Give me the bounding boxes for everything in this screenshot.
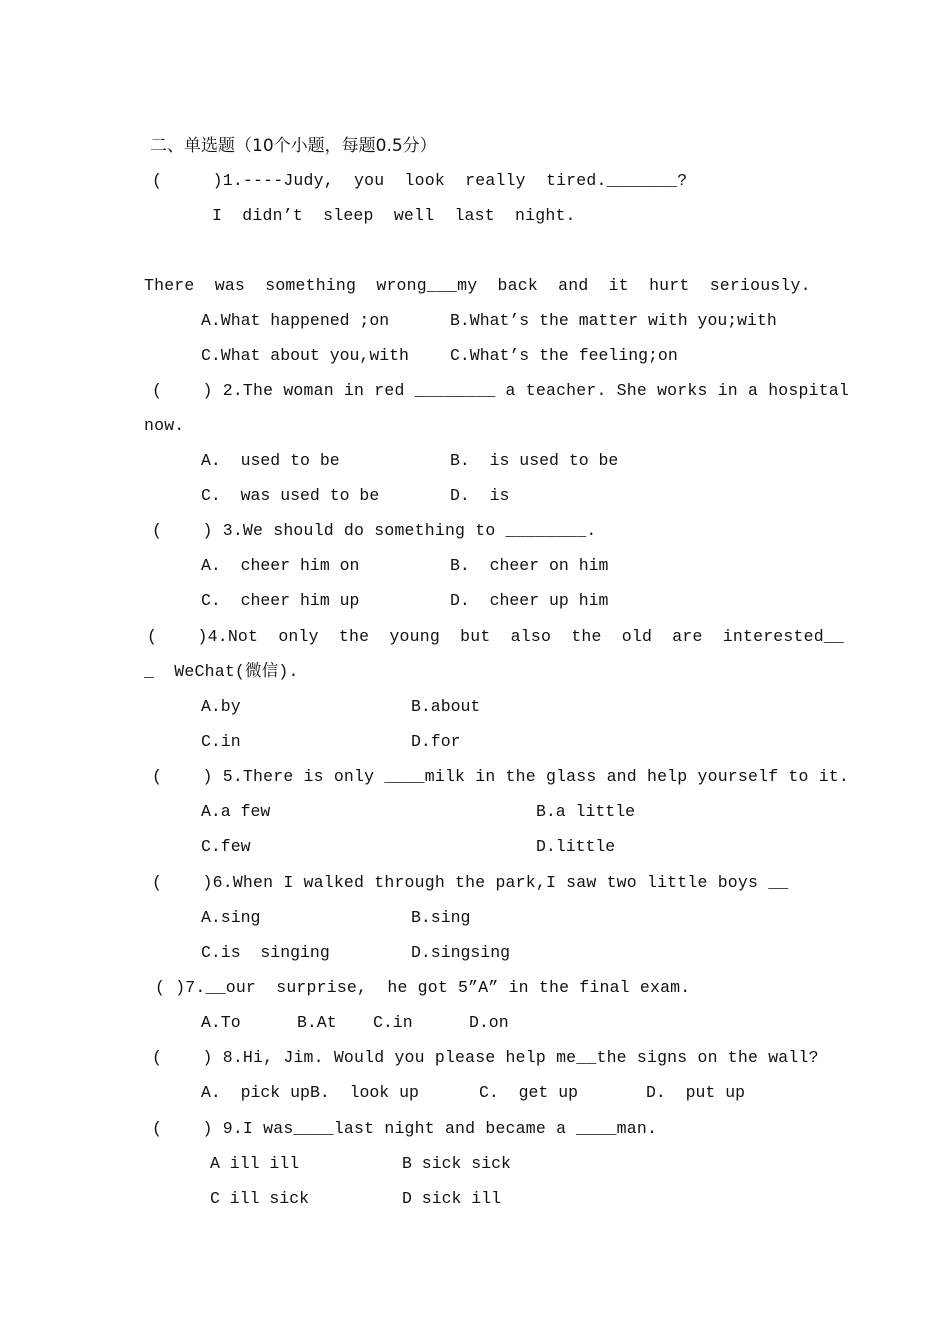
question-7-option-a: A.To bbox=[201, 1013, 241, 1032]
question-5-stem: ( ) 5.There is only ____milk in the glass and help yourself to it. bbox=[152, 767, 850, 786]
question-6-option-d: D.singsing bbox=[411, 943, 511, 962]
question-9-option-b: B sick sick bbox=[402, 1154, 511, 1173]
question-3-option-c: C. cheer him up bbox=[201, 591, 360, 610]
question-8-option-b: B. look up bbox=[310, 1083, 419, 1102]
question-6-option-c: C.is singing bbox=[201, 943, 330, 962]
question-7-option-b: B.At bbox=[297, 1013, 337, 1032]
question-5-option-b: B.a little bbox=[536, 802, 636, 821]
question-7-stem: ( )7.__our surprise, he got 5”A” in the final exam. bbox=[155, 978, 691, 997]
question-3-option-d: D. cheer up him bbox=[450, 591, 609, 610]
question-8-option-a: A. pick up bbox=[201, 1083, 310, 1102]
question-2-option-b: B. is used to be bbox=[450, 451, 619, 470]
question-2-option-c: C. was used to be bbox=[201, 486, 380, 505]
question-1-option-d: C.What’s the feeling;on bbox=[450, 346, 678, 365]
question-3-stem: ( ) 3.We should do something to ________. bbox=[152, 521, 597, 540]
question-1-option-c: C.What about you,with bbox=[201, 346, 409, 365]
question-1-stem-line3: There was something wrong___my back and it hurt seriously. bbox=[144, 276, 811, 295]
question-2-stem: ( ) 2.The woman in red ________ a teacher. She works in a hospital bbox=[152, 381, 850, 400]
question-4-option-b: B.about bbox=[411, 697, 481, 716]
question-2-stem-line2: now. bbox=[144, 416, 185, 435]
question-4-stem-line2: _ WeChat(微信). bbox=[144, 662, 299, 681]
question-8-stem: ( ) 8.Hi, Jim. Would you please help me__the signs on the wall? bbox=[152, 1048, 819, 1067]
question-9-option-a: A ill ill bbox=[210, 1154, 300, 1173]
question-7-option-d: D.on bbox=[469, 1013, 509, 1032]
question-5-option-a: A.a few bbox=[201, 802, 271, 821]
question-1-option-a: A.What happened ;on bbox=[201, 311, 390, 330]
question-7-option-c: C.in bbox=[373, 1013, 413, 1032]
question-9-stem: ( ) 9.I was____last night and became a ____man. bbox=[152, 1119, 658, 1138]
question-2-option-d: D. is bbox=[450, 486, 510, 505]
question-1-stem: ( )1.----Judy, you look really tired._______? bbox=[152, 171, 688, 190]
question-2-option-a: A. used to be bbox=[201, 451, 340, 470]
question-4-option-d: D.for bbox=[411, 732, 461, 751]
question-6-option-a: A.sing bbox=[201, 908, 261, 927]
question-3-option-b: B. cheer on him bbox=[450, 556, 609, 575]
question-8-option-c: C. get up bbox=[479, 1083, 579, 1102]
question-4-option-c: C.in bbox=[201, 732, 241, 751]
section-title: 二、单选题（10个小题，每题0.5分） bbox=[150, 136, 437, 156]
question-6-option-b: B.sing bbox=[411, 908, 471, 927]
question-6-stem: ( )6.When I walked through the park,I saw two little boys __ bbox=[152, 873, 789, 892]
question-5-option-d: D.little bbox=[536, 837, 616, 856]
question-4-stem: ( )4.Not only the young but also the old are interested__ bbox=[147, 627, 845, 646]
question-8-option-d: D. put up bbox=[646, 1083, 746, 1102]
question-9-option-c: C ill sick bbox=[210, 1189, 310, 1208]
question-4-option-a: A.by bbox=[201, 697, 241, 716]
question-3-option-a: A. cheer him on bbox=[201, 556, 360, 575]
question-1-stem-line2: I didn’t sleep well last night. bbox=[212, 206, 576, 225]
question-9-option-d: D sick ill bbox=[402, 1189, 502, 1208]
question-5-option-c: C.few bbox=[201, 837, 251, 856]
question-1-option-b: B.What’s the matter with you;with bbox=[450, 311, 777, 330]
